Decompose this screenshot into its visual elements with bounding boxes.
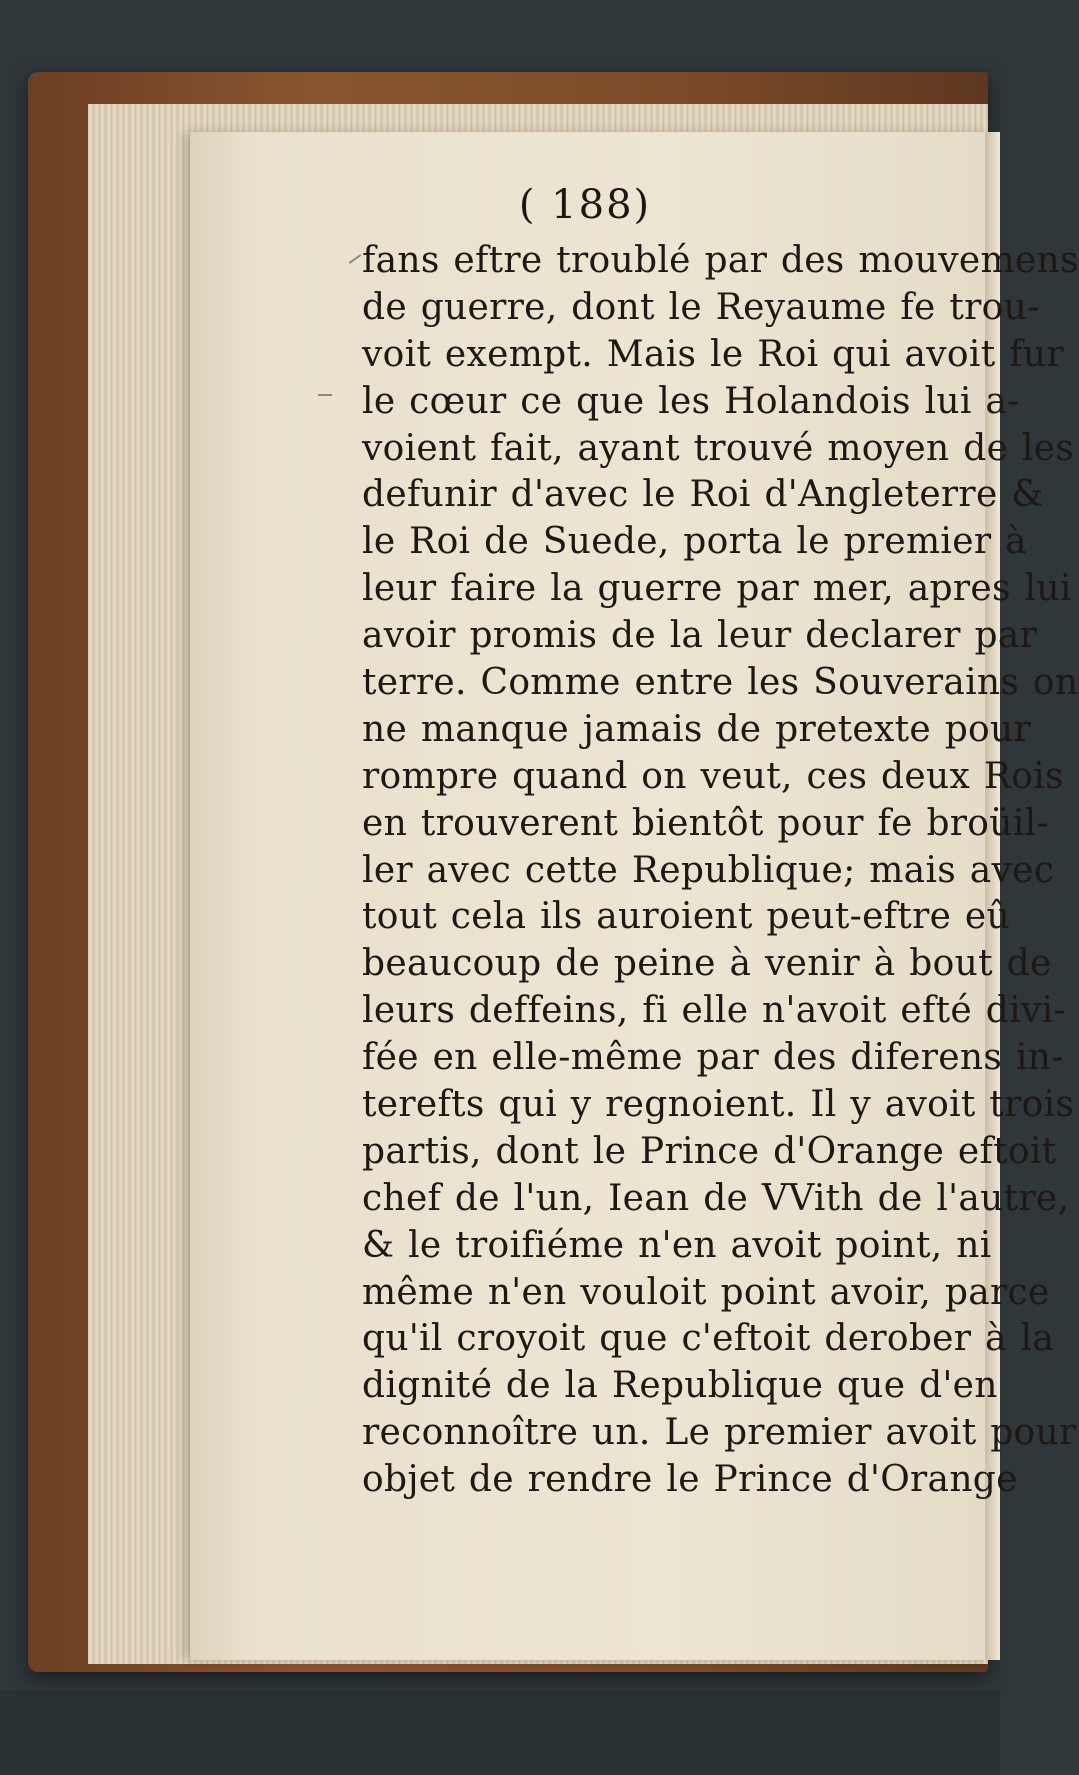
text-line: dignité de la Republique que d'en bbox=[362, 1365, 998, 1407]
text-line: fans eftre troublé par des mouvemens bbox=[362, 240, 1079, 281]
margin-mark bbox=[318, 394, 332, 396]
text-line: ne manque jamais de pretexte pour bbox=[362, 708, 1032, 750]
text-line: defunir d'avec le Roi d'Angleterre & bbox=[362, 474, 1044, 516]
text-line: tout cela ils auroient peut-eftre eû bbox=[362, 896, 1011, 938]
text-line: en trouverent bientôt pour fe broüil- bbox=[362, 802, 1049, 844]
text-line: beaucoup de peine à venir à bout de bbox=[362, 943, 1052, 985]
text-line: même n'en vouloit point avoir, parce bbox=[362, 1271, 1050, 1313]
text-line: reconnoître un. Le premier avoit pour bbox=[362, 1412, 1077, 1454]
text-line: de guerre, dont le Reyaume fe trou- bbox=[362, 286, 1040, 328]
text-line: fée en elle-même par des diferens in- bbox=[362, 1037, 1064, 1079]
text-line: terre. Comme entre les Souverains on bbox=[362, 662, 1079, 704]
background bbox=[0, 1690, 1000, 1775]
page-text bbox=[362, 238, 1079, 1504]
text-line: qu'il croyoit que c'eftoit derober à la bbox=[362, 1318, 1055, 1360]
text-line: leur faire la guerre par mer, apres lui bbox=[362, 568, 1072, 610]
text-line: leurs deffeins, fi elle n'avoit efté divi- bbox=[362, 990, 1066, 1032]
text-line: chef de l'un, Iean de VVith de l'autre, bbox=[362, 1177, 1070, 1219]
text-line: partis, dont le Prince d'Orange eftoit bbox=[362, 1130, 1057, 1172]
page-number: ( 188) bbox=[518, 182, 652, 228]
text-line: rompre quand on veut, ces deux Rois bbox=[362, 755, 1064, 797]
text-line: le Roi de Suede, porta le premier à bbox=[362, 521, 1027, 563]
text-line: voient fait, ayant trouvé moyen de les bbox=[362, 427, 1075, 469]
text-line: voit exempt. Mais le Roi qui avoit fur bbox=[362, 333, 1064, 375]
text-line: ler avec cette Republique; mais avec bbox=[362, 849, 1055, 891]
text-line: terefts qui y regnoient. Il y avoit trois bbox=[362, 1084, 1075, 1126]
text-line: avoir promis de la leur declarer par bbox=[362, 615, 1038, 657]
text-line: objet de rendre le Prince d'Orange bbox=[362, 1459, 1018, 1501]
text-line: le cœur ce que les Holandois lui a- bbox=[362, 380, 1020, 422]
text-line: & le troifiéme n'en avoit point, ni bbox=[362, 1224, 992, 1266]
